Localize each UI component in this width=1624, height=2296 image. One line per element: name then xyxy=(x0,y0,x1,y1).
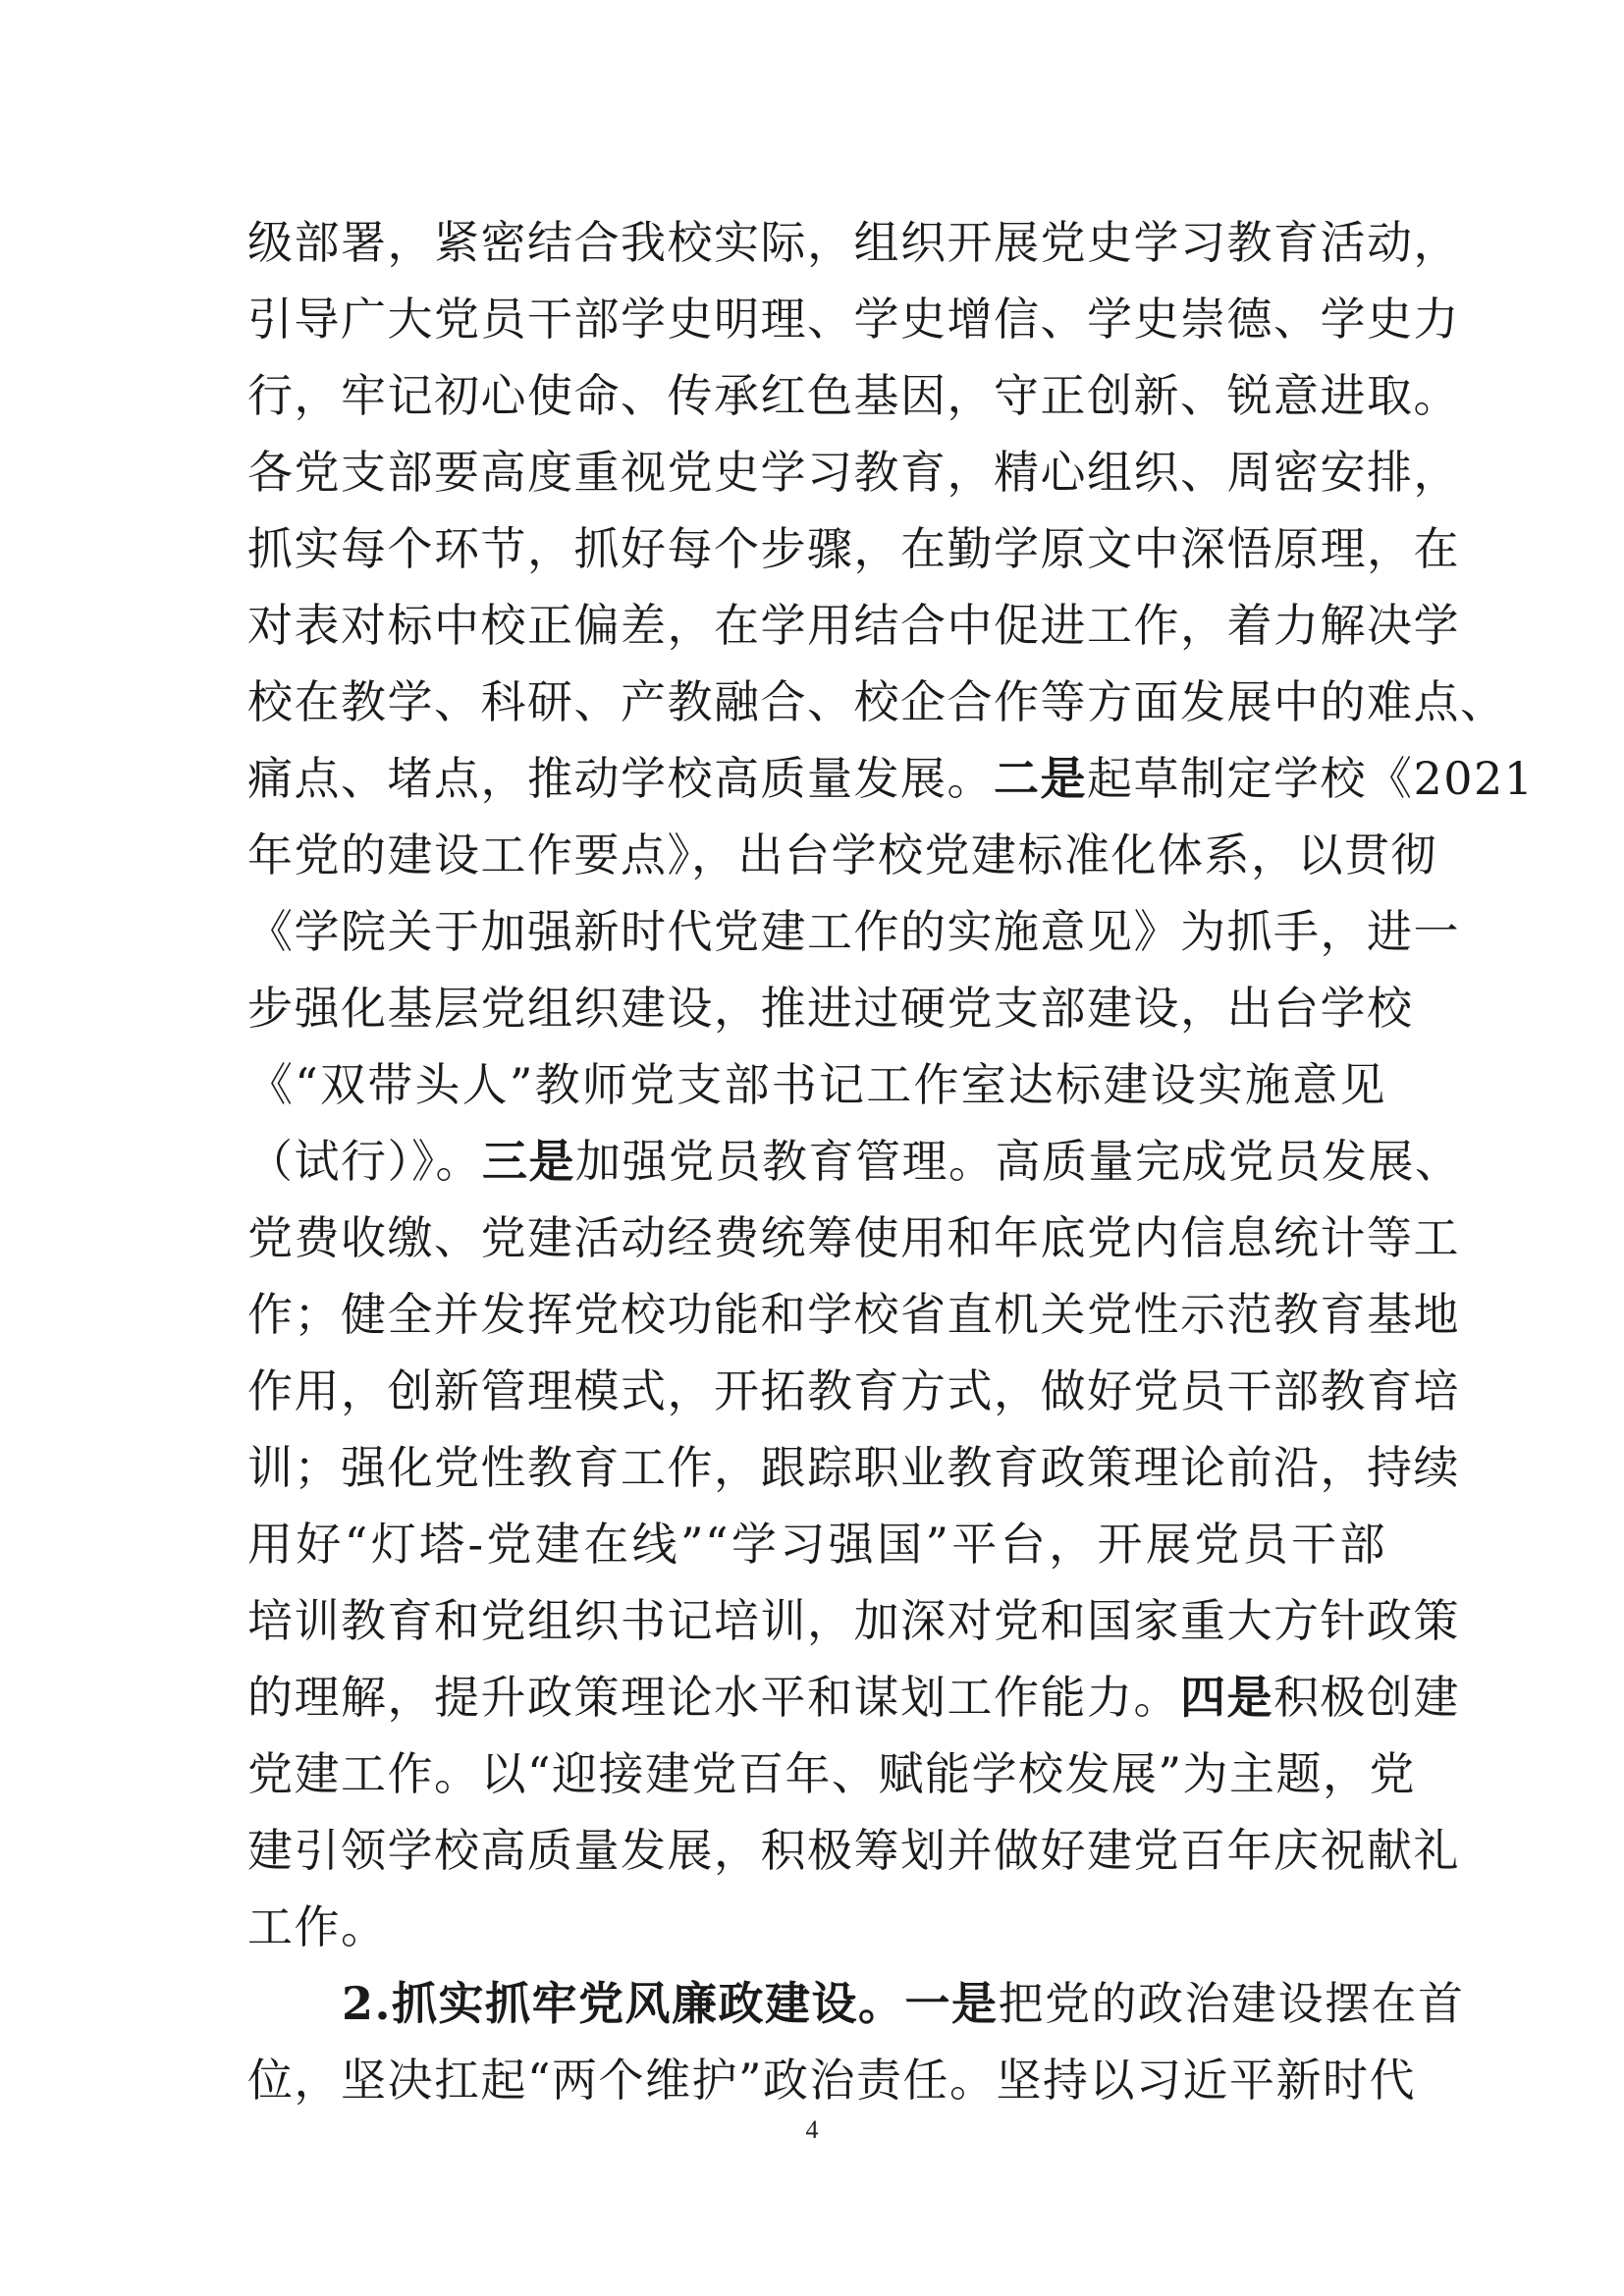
text-line: 《学院关于加强新时代党建工作的实施意见》为抓手，进一 xyxy=(247,905,1460,958)
text-run: 把党的政治建设摆在首 xyxy=(998,1977,1465,2030)
text-line: 党费收缴、党建活动经费统筹使用和年底党内信息统计等工 xyxy=(247,1211,1460,1264)
text-line xyxy=(247,740,1535,817)
text-run: （试行）》。 xyxy=(247,1135,482,1188)
text-line: 行，牢记初心使命、传承红色基因，守正创新、锐意进取。 xyxy=(247,369,1460,422)
page-number: 4 xyxy=(805,2115,819,2144)
bold-keyword: 2.抓实抓牢党风廉政建设。一是 xyxy=(342,1977,999,2030)
text-run: 起草制定学校《2021 xyxy=(1087,752,1535,805)
text-line: 作用，创新管理模式，开拓教育方式，做好党员干部教育培 xyxy=(247,1364,1460,1417)
text-line: 训；强化党性教育工作，跟踪职业教育政策理论前沿，持续 xyxy=(247,1441,1460,1494)
text-run: 积极创建 xyxy=(1273,1671,1460,1724)
text-line xyxy=(247,1659,1460,1735)
text-line: 用好“灯塔-党建在线”“学习强国”平台，开展党员干部 xyxy=(247,1518,1386,1571)
text-line: 党建工作。以“迎接建党百年、赋能学校发展”为主题，党 xyxy=(247,1747,1417,1800)
bold-keyword: 四是 xyxy=(1180,1671,1273,1724)
text-line: 级部署，紧密结合我校实际，组织开展党史学习教育活动， xyxy=(247,216,1460,269)
text-line xyxy=(247,1123,1462,1200)
body-text xyxy=(247,204,1535,2118)
text-run: 的理解，提升政策理论水平和谋划工作能力。 xyxy=(247,1671,1180,1724)
text-line: 培训教育和党组织书记培训，加深对党和国家重大方针政策 xyxy=(247,1594,1460,1647)
text-line: 对表对标中校正偏差，在学用结合中促进工作，着力解决学 xyxy=(247,599,1460,652)
text-run: 加强党员教育管理。高质量完成党员发展、 xyxy=(575,1135,1462,1188)
text-line: 年党的建设工作要点》，出台学校党建标准化体系，以贯彻 xyxy=(247,828,1437,881)
text-line: 作；健全并发挥党校功能和学校省直机关党性示范教育基地 xyxy=(247,1288,1460,1341)
text-line: 工作。 xyxy=(247,1900,388,1953)
text-line: 抓实每个环节，抓好每个步骤，在勤学原文中深悟原理，在 xyxy=(247,522,1460,575)
bold-keyword: 三是 xyxy=(482,1135,575,1188)
text-line: 校在教学、科研、产教融合、校企合作等方面发展中的难点、 xyxy=(247,675,1507,728)
text-line: 步强化基层党组织建设，推进过硬党支部建设，出台学校 xyxy=(247,982,1414,1035)
text-run: 痛点、堵点，推动学校高质量发展。 xyxy=(247,752,994,805)
text-line: 位，坚决扛起“两个维护”政治责任。坚持以习近平新时代 xyxy=(247,2054,1417,2107)
bold-keyword: 二是 xyxy=(994,752,1087,805)
text-line: 《“双带头人”教师党支部书记工作室达标建设实施意见 xyxy=(247,1058,1386,1111)
text-line xyxy=(247,1965,1465,2042)
text-line: 建引领学校高质量发展，积极筹划并做好建党百年庆祝献礼 xyxy=(247,1824,1460,1877)
text-line: 各党支部要高度重视党史学习教育，精心组织、周密安排， xyxy=(247,446,1460,499)
text-line: 引导广大党员干部学史明理、学史增信、学史崇德、学史力 xyxy=(247,293,1460,346)
